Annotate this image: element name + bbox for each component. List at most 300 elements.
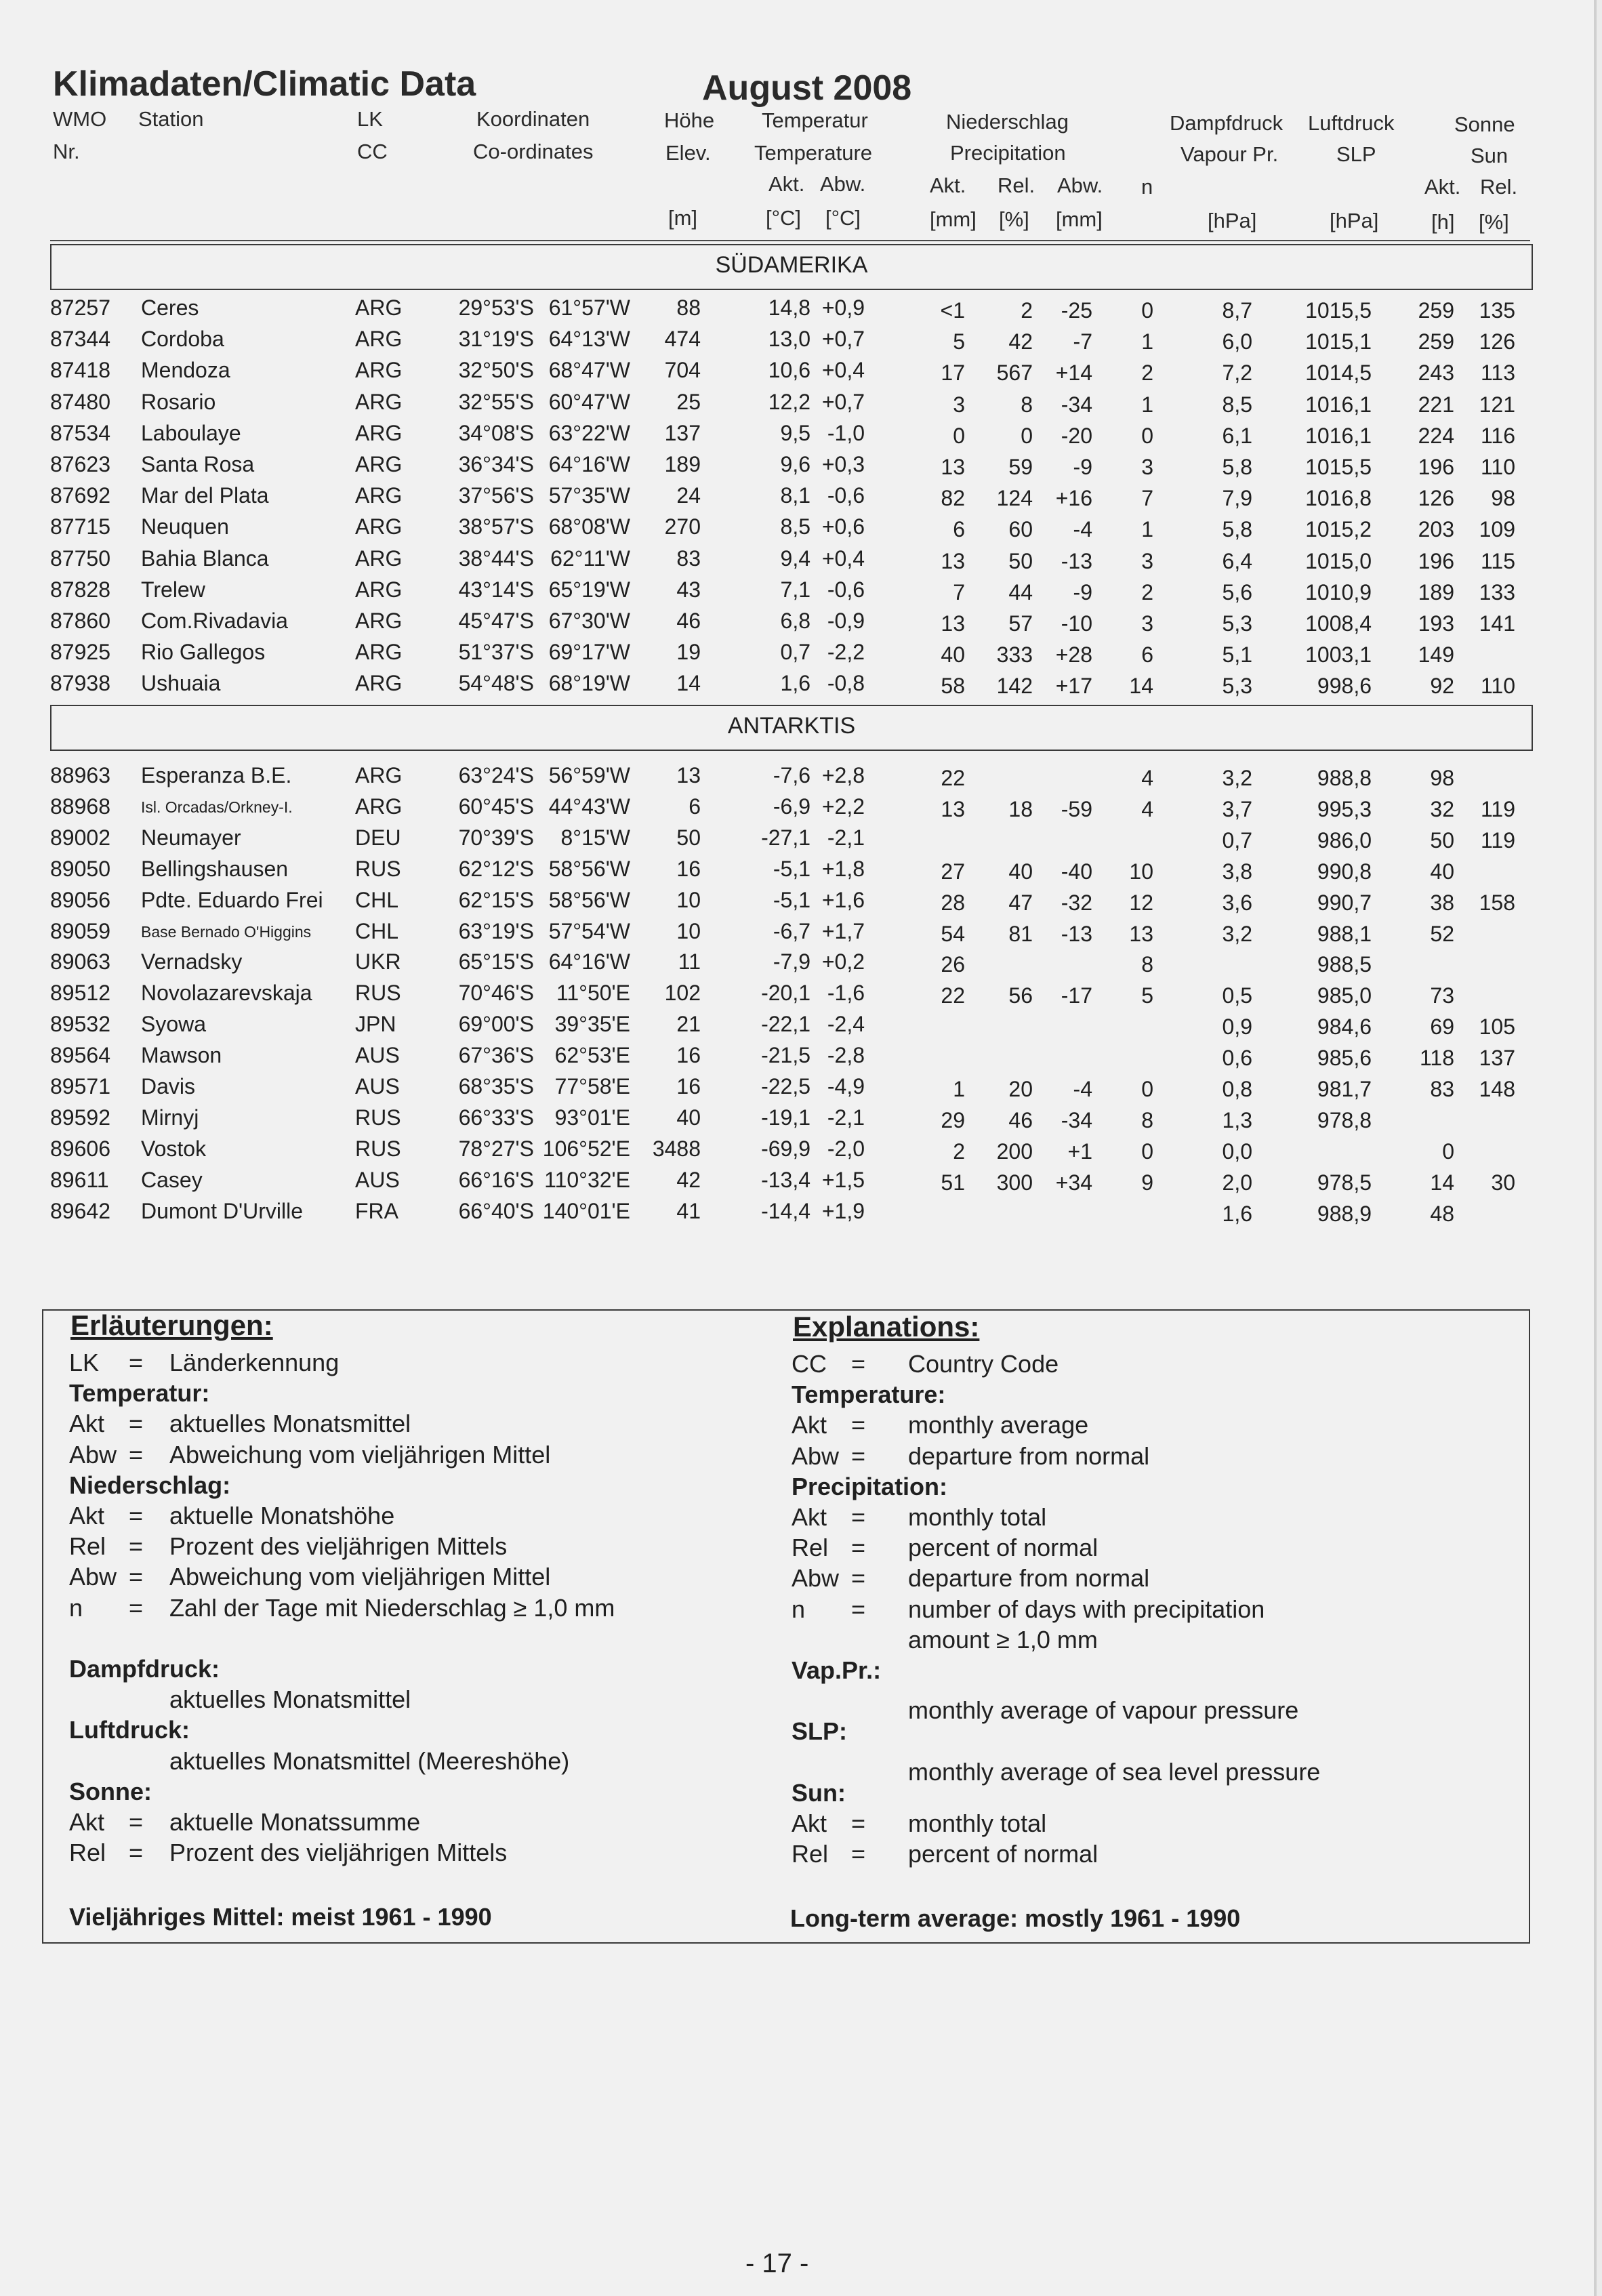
vapour-pressure: 3,6 — [1222, 890, 1252, 915]
hdr-sea-level: SLP — [1336, 142, 1376, 166]
precip-rel: 50 — [1008, 548, 1033, 573]
wmo-number: 89002 — [50, 825, 110, 850]
temp-akt: 1,6 — [780, 671, 810, 696]
hdr-wmo: WMO — [53, 107, 107, 131]
elevation: 25 — [676, 389, 701, 414]
vapour-pressure: 7,2 — [1222, 361, 1252, 386]
precip-akt: 5 — [953, 329, 965, 354]
wmo-number: 89564 — [50, 1043, 110, 1068]
month-title: August 2008 — [702, 68, 912, 108]
temp-akt: 14,8 — [768, 295, 810, 320]
country-code: ARG — [355, 514, 403, 539]
precip-days: 0 — [1141, 423, 1153, 448]
temp-abw: +2,2 — [821, 794, 865, 819]
temp-akt: -27,1 — [761, 825, 810, 850]
latitude: 31°19'S — [458, 327, 534, 352]
longitude: 62°11'W — [550, 546, 630, 571]
longitude: 60°47'W — [548, 389, 630, 414]
temp-abw: +0,2 — [821, 949, 865, 975]
sea-level-pressure: 988,1 — [1317, 921, 1372, 946]
temp-abw: -2,0 — [827, 1136, 865, 1161]
elevation: 137 — [664, 420, 701, 445]
wmo-number: 87938 — [50, 671, 110, 696]
explanation-meaning: Prozent des vieljährigen Mittels — [169, 1532, 508, 1561]
temp-akt: 9,5 — [780, 420, 810, 445]
explanation-equals: = — [851, 1503, 866, 1531]
precip-rel: 2 — [1021, 298, 1033, 323]
explanation-abbrev: Abw — [792, 1564, 840, 1593]
hdr-p-rel: Rel. — [998, 173, 1035, 197]
explanation-equals: = — [851, 1411, 866, 1439]
station-name: Vernadsky — [141, 949, 243, 975]
precip-akt: 29 — [941, 1107, 965, 1132]
explanation-equals: = — [851, 1595, 866, 1623]
sea-level-pressure: 1015,2 — [1305, 517, 1372, 542]
wmo-number: 87480 — [50, 389, 110, 414]
temp-abw: +1,8 — [821, 856, 865, 881]
precip-abw: -25 — [1061, 298, 1092, 323]
station-name: Rosario — [141, 389, 216, 414]
wmo-number: 87692 — [50, 483, 110, 508]
explanation-abbrev: Akt — [69, 1808, 105, 1836]
explanation-equals: = — [129, 1808, 144, 1836]
station-name: Laboulaye — [141, 420, 241, 445]
latitude: 63°24'S — [458, 763, 534, 787]
wmo-number: 87860 — [50, 609, 110, 633]
sun-akt: 48 — [1430, 1201, 1454, 1226]
precip-days: 1 — [1141, 329, 1153, 354]
country-code: ARG — [355, 609, 403, 633]
explanation-equals: = — [129, 1410, 144, 1438]
hdr-nr: Nr. — [53, 140, 80, 163]
latitude: 66°40'S — [458, 1198, 534, 1223]
precip-days: 12 — [1129, 890, 1153, 915]
unit-t2: [°C] — [825, 206, 861, 230]
precip-akt: 6 — [953, 517, 965, 542]
latitude: 51°37'S — [458, 640, 534, 665]
sun-akt: 243 — [1418, 361, 1454, 386]
precip-abw: +1 — [1067, 1139, 1092, 1164]
country-code: ARG — [355, 452, 403, 476]
temp-abw: +1,5 — [821, 1167, 865, 1192]
sun-akt: 98 — [1430, 766, 1454, 790]
sea-level-pressure: 1008,4 — [1305, 611, 1372, 636]
station-name: Bellingshausen — [141, 856, 289, 881]
vapour-pressure: 5,3 — [1222, 611, 1252, 636]
sun-akt: 50 — [1430, 827, 1454, 853]
hdr-lk: LK — [357, 107, 383, 131]
vapour-pressure: 6,0 — [1222, 329, 1252, 354]
temp-abw: -0,8 — [827, 671, 865, 696]
vapour-pressure: 0,6 — [1222, 1046, 1252, 1071]
country-code: FRA — [355, 1198, 398, 1223]
temp-akt: -69,9 — [761, 1136, 810, 1161]
longitude: 77°58'E — [554, 1074, 630, 1099]
precip-akt: <1 — [940, 298, 965, 323]
longitude: 93°01'E — [554, 1105, 630, 1130]
explanation-equals: = — [851, 1809, 866, 1837]
country-code: UKR — [355, 949, 401, 975]
elevation: 10 — [676, 887, 701, 912]
country-code: AUS — [355, 1167, 400, 1192]
unit-p1: [mm] — [930, 207, 977, 231]
sun-rel: 141 — [1479, 611, 1515, 636]
elevation: 10 — [676, 918, 701, 943]
unit-s2: [%] — [1479, 210, 1509, 234]
country-code: CHL — [355, 887, 399, 912]
precip-rel: 40 — [1008, 859, 1033, 884]
longitude: 140°01'E — [542, 1198, 630, 1223]
wmo-number: 87257 — [50, 295, 110, 320]
precip-akt: 27 — [941, 859, 965, 884]
sun-akt: 259 — [1418, 329, 1454, 354]
temp-akt: -13,4 — [761, 1167, 810, 1192]
station-name: Mar del Plata — [141, 483, 269, 508]
vapour-pressure: 0,8 — [1222, 1077, 1252, 1101]
explanation-text: monthly average of sea level pressure — [908, 1757, 1321, 1786]
explanation-meaning: number of days with precipitation — [908, 1595, 1265, 1623]
sun-akt: 259 — [1418, 298, 1454, 323]
elevation: 19 — [676, 640, 701, 665]
page-title: Klimadaten/Climatic Data — [53, 64, 476, 104]
explanation-abbrev: Akt — [792, 1503, 827, 1531]
precip-days: 8 — [1141, 1107, 1153, 1132]
vapour-pressure: 8,5 — [1222, 392, 1252, 417]
explanation-equals: = — [851, 1840, 866, 1868]
sun-akt: 189 — [1418, 579, 1454, 604]
temp-akt: -5,1 — [773, 887, 810, 912]
explanation-abbrev: Akt — [792, 1411, 827, 1439]
sea-level-pressure: 1010,9 — [1305, 579, 1372, 604]
country-code: ARG — [355, 358, 403, 383]
sea-level-pressure: 981,7 — [1317, 1077, 1372, 1101]
station-name: Isl. Orcadas/Orkney-I. — [141, 798, 293, 816]
sun-rel: 115 — [1480, 548, 1515, 573]
hdr-precip: Niederschlag — [946, 110, 1069, 134]
explanation-heading: Temperature: — [792, 1380, 946, 1409]
unit-t1: [°C] — [766, 206, 802, 230]
wmo-number: 87623 — [50, 452, 110, 476]
station-name: Cordoba — [141, 327, 224, 352]
precip-rel: 0 — [1021, 423, 1033, 448]
latitude: 66°16'S — [458, 1167, 534, 1192]
temp-abw: -2,8 — [827, 1043, 865, 1068]
hdr-s-akt: Akt. — [1424, 175, 1461, 199]
explanation-text: amount ≥ 1,0 mm — [908, 1625, 1098, 1654]
explanation-equals: = — [851, 1350, 866, 1378]
explanation-meaning: departure from normal — [908, 1441, 1150, 1470]
country-code: AUS — [355, 1074, 400, 1099]
station-name: Syowa — [141, 1012, 207, 1037]
explanation-heading: Temperatur: — [69, 1379, 210, 1408]
precip-abw: -40 — [1061, 859, 1092, 884]
sun-akt: 0 — [1442, 1139, 1454, 1164]
precip-days: 2 — [1141, 579, 1153, 604]
precip-rel: 8 — [1021, 392, 1033, 417]
vapour-pressure: 0,9 — [1222, 1014, 1252, 1040]
wmo-number: 87828 — [50, 577, 110, 602]
latitude: 37°56'S — [458, 483, 534, 508]
latitude: 70°39'S — [458, 825, 534, 850]
elevation: 16 — [676, 1043, 701, 1068]
elevation: 43 — [676, 577, 701, 602]
station-name: Bahia Blanca — [141, 546, 269, 571]
vapour-pressure: 0,5 — [1222, 983, 1252, 1008]
hdr-s-rel: Rel. — [1480, 175, 1518, 199]
precip-rel: 42 — [1008, 329, 1033, 354]
station-name: Casey — [141, 1167, 203, 1192]
elevation: 21 — [676, 1012, 701, 1037]
precip-abw: -13 — [1061, 548, 1092, 573]
longitude: 58°56'W — [548, 856, 630, 881]
sun-rel: 135 — [1479, 298, 1515, 323]
temp-akt: -19,1 — [761, 1105, 810, 1130]
precip-abw: -34 — [1061, 1107, 1092, 1132]
precip-days: 10 — [1129, 859, 1153, 884]
explanation-abbrev: CC — [792, 1350, 827, 1378]
precip-abw: -10 — [1061, 611, 1092, 636]
country-code: ARG — [355, 389, 403, 414]
explanation-abbrev: Akt — [69, 1502, 105, 1530]
precip-abw: -59 — [1061, 796, 1092, 821]
precip-days: 5 — [1141, 983, 1153, 1008]
vapour-pressure: 5,8 — [1222, 517, 1252, 542]
hdr-elevation: Elev. — [665, 141, 711, 165]
country-code: RUS — [355, 1136, 401, 1161]
sun-akt: 73 — [1430, 983, 1454, 1008]
vapour-pressure: 5,8 — [1222, 455, 1252, 479]
precip-abw: -34 — [1061, 392, 1092, 417]
wmo-number: 89056 — [50, 887, 110, 912]
precip-akt: 22 — [941, 766, 965, 790]
hdr-p-akt: Akt. — [930, 173, 966, 197]
elevation: 189 — [664, 452, 701, 476]
temp-akt: -5,1 — [773, 856, 810, 881]
wmo-number: 89532 — [50, 1012, 110, 1037]
explanation-meaning: monthly total — [908, 1503, 1047, 1531]
latitude: 29°53'S — [458, 295, 534, 320]
precip-abw: -9 — [1073, 455, 1092, 479]
explanation-meaning: departure from normal — [908, 1564, 1150, 1593]
temp-akt: 9,6 — [780, 452, 810, 476]
hdr-sun-en: Sun — [1471, 144, 1508, 167]
precip-rel: 333 — [996, 642, 1033, 668]
sun-akt: 196 — [1418, 455, 1454, 479]
explanation-abbrev: Rel — [69, 1839, 106, 1867]
wmo-number: 87715 — [50, 514, 110, 539]
wmo-number: 89512 — [50, 981, 110, 1006]
precip-abw: -20 — [1061, 423, 1092, 448]
temp-akt: -6,7 — [773, 918, 810, 943]
country-code: ARG — [355, 640, 403, 665]
sea-level-pressure: 1015,5 — [1305, 298, 1372, 323]
vapour-pressure: 5,3 — [1222, 674, 1252, 699]
sea-level-pressure: 990,7 — [1317, 890, 1372, 915]
temp-akt: -21,5 — [761, 1043, 810, 1068]
station-name: Ceres — [141, 295, 199, 320]
vapour-pressure: 3,8 — [1222, 859, 1252, 884]
temp-akt: 13,0 — [768, 327, 810, 352]
vapour-pressure: 6,4 — [1222, 548, 1252, 573]
explanation-heading: Sonne: — [69, 1777, 152, 1805]
latitude: 63°19'S — [458, 918, 534, 943]
precip-akt: 1 — [953, 1077, 965, 1101]
longitude: 57°35'W — [548, 483, 630, 508]
sun-rel: 30 — [1491, 1170, 1515, 1195]
explanation-abbrev: Rel — [792, 1534, 829, 1562]
hdr-n: n — [1141, 175, 1153, 199]
hdr-elev: Höhe — [664, 108, 715, 132]
longitude: 58°56'W — [548, 887, 630, 912]
wmo-number: 87925 — [50, 640, 110, 665]
country-code: ARG — [355, 420, 403, 445]
wmo-number: 88963 — [50, 763, 110, 787]
precip-rel: 18 — [1008, 796, 1033, 821]
longitude: 62°53'E — [554, 1043, 630, 1068]
precip-rel: 57 — [1008, 611, 1033, 636]
elevation: 3488 — [652, 1136, 701, 1161]
latitude: 66°33'S — [458, 1105, 534, 1130]
sun-rel: 126 — [1479, 329, 1515, 354]
elevation: 16 — [676, 1074, 701, 1099]
precip-rel: 567 — [996, 361, 1033, 386]
sun-akt: 126 — [1418, 486, 1454, 511]
vapour-pressure: 5,1 — [1222, 642, 1252, 668]
elevation: 46 — [676, 609, 701, 633]
elevation: 42 — [676, 1167, 701, 1192]
station-name: Neuquen — [141, 514, 229, 539]
country-code: CHL — [355, 918, 399, 943]
unit-p3: [mm] — [1056, 207, 1103, 231]
longitude: 8°15'W — [560, 825, 630, 850]
wmo-number: 87344 — [50, 327, 110, 352]
latitude: 62°15'S — [458, 887, 534, 912]
latitude: 32°50'S — [458, 358, 534, 383]
longitude: 106°52'E — [542, 1136, 630, 1161]
temp-akt: 7,1 — [780, 577, 810, 602]
wmo-number: 87750 — [50, 546, 110, 571]
sun-rel: 148 — [1479, 1077, 1515, 1101]
precip-days: 8 — [1141, 952, 1153, 977]
hdr-temperature: Temperature — [754, 141, 873, 165]
latitude: 62°12'S — [458, 856, 534, 881]
precip-akt: 58 — [941, 674, 965, 699]
precip-days: 1 — [1141, 517, 1153, 542]
elevation: 24 — [676, 483, 701, 508]
explanation-equals: = — [129, 1532, 144, 1561]
station-name: Pdte. Eduardo Frei — [141, 887, 323, 912]
explanation-text: aktuelles Monatsmittel (Meereshöhe) — [169, 1746, 570, 1775]
precip-days: 7 — [1141, 486, 1153, 511]
country-code: ARG — [355, 577, 403, 602]
explanation-meaning: percent of normal — [908, 1534, 1098, 1562]
precip-days: 3 — [1141, 548, 1153, 573]
explanation-meaning: monthly total — [908, 1809, 1047, 1837]
sun-rel: 119 — [1480, 827, 1515, 853]
temp-akt: -22,1 — [761, 1012, 810, 1037]
explanation-meaning: Prozent des vieljährigen Mittels — [169, 1839, 508, 1867]
wmo-number: 89611 — [50, 1167, 109, 1192]
longitude: 64°16'W — [548, 452, 630, 476]
vapour-pressure: 3,2 — [1222, 921, 1252, 946]
elevation: 6 — [689, 794, 701, 819]
precip-abw: -13 — [1061, 921, 1092, 946]
explanation-equals: = — [129, 1563, 144, 1591]
elevation: 14 — [676, 671, 701, 696]
header-rule — [50, 240, 1530, 241]
latitude: 67°36'S — [458, 1043, 534, 1068]
elevation: 88 — [676, 295, 701, 320]
explanation-meaning: Länderkennung — [169, 1349, 340, 1376]
station-name: Neumayer — [141, 825, 241, 850]
precip-akt: 13 — [941, 611, 965, 636]
precip-akt: 17 — [941, 361, 965, 386]
vapour-pressure: 6,1 — [1222, 423, 1252, 448]
vapour-pressure: 5,6 — [1222, 579, 1252, 604]
sun-rel: 137 — [1479, 1046, 1515, 1071]
temp-abw: -2,1 — [827, 825, 865, 850]
precip-rel: 124 — [996, 486, 1033, 511]
explanation-equals: = — [851, 1534, 866, 1562]
wmo-number: 89642 — [50, 1198, 110, 1223]
latitude: 70°46'S — [458, 981, 534, 1006]
temp-akt: 8,5 — [780, 514, 810, 539]
temp-akt: -20,1 — [761, 981, 810, 1006]
precip-rel: 142 — [996, 674, 1033, 699]
explanation-equals: = — [129, 1839, 144, 1867]
sun-akt: 149 — [1418, 642, 1454, 668]
temp-abw: +2,8 — [821, 763, 865, 787]
station-name: Mendoza — [141, 358, 230, 383]
country-code: ARG — [355, 763, 403, 787]
country-code: AUS — [355, 1043, 400, 1068]
explanation-meaning: Country Code — [908, 1350, 1059, 1378]
station-name: Vostok — [141, 1136, 207, 1161]
station-name: Novolazarevskaja — [141, 981, 312, 1006]
vapour-pressure: 3,2 — [1222, 766, 1252, 790]
temp-abw: -2,4 — [827, 1012, 865, 1037]
sea-level-pressure: 985,0 — [1317, 983, 1372, 1008]
explanation-abbrev: LK — [69, 1349, 100, 1376]
explanation-text: aktuelles Monatsmittel — [169, 1685, 411, 1714]
hdr-temp: Temperatur — [762, 108, 868, 132]
temp-akt: 0,7 — [780, 640, 810, 665]
precip-akt: 3 — [953, 392, 965, 417]
wmo-number: 89063 — [50, 949, 110, 975]
elevation: 474 — [664, 327, 701, 352]
precip-akt: 0 — [953, 423, 965, 448]
precip-days: 4 — [1141, 766, 1153, 790]
sea-level-pressure: 1016,1 — [1305, 423, 1372, 448]
sea-level-pressure: 1016,1 — [1305, 392, 1372, 417]
sea-level-pressure: 1016,8 — [1305, 486, 1372, 511]
sea-level-pressure: 986,0 — [1317, 827, 1372, 853]
precip-days: 2 — [1141, 361, 1153, 386]
temp-abw: -2,2 — [827, 640, 865, 665]
section-antarctica — [50, 705, 1533, 751]
temp-abw: +1,7 — [821, 918, 865, 943]
elevation: 102 — [664, 981, 701, 1006]
explanation-abbrev: Akt — [792, 1809, 827, 1837]
country-code: ARG — [355, 794, 403, 819]
longitude: 57°54'W — [548, 918, 630, 943]
station-name: Com.Rivadavia — [141, 609, 288, 633]
vapour-pressure: 0,7 — [1222, 827, 1252, 853]
explanation-meaning: percent of normal — [908, 1840, 1098, 1868]
sun-rel: 116 — [1480, 423, 1515, 448]
elevation: 11 — [678, 949, 701, 975]
precip-abw: -17 — [1061, 983, 1092, 1008]
